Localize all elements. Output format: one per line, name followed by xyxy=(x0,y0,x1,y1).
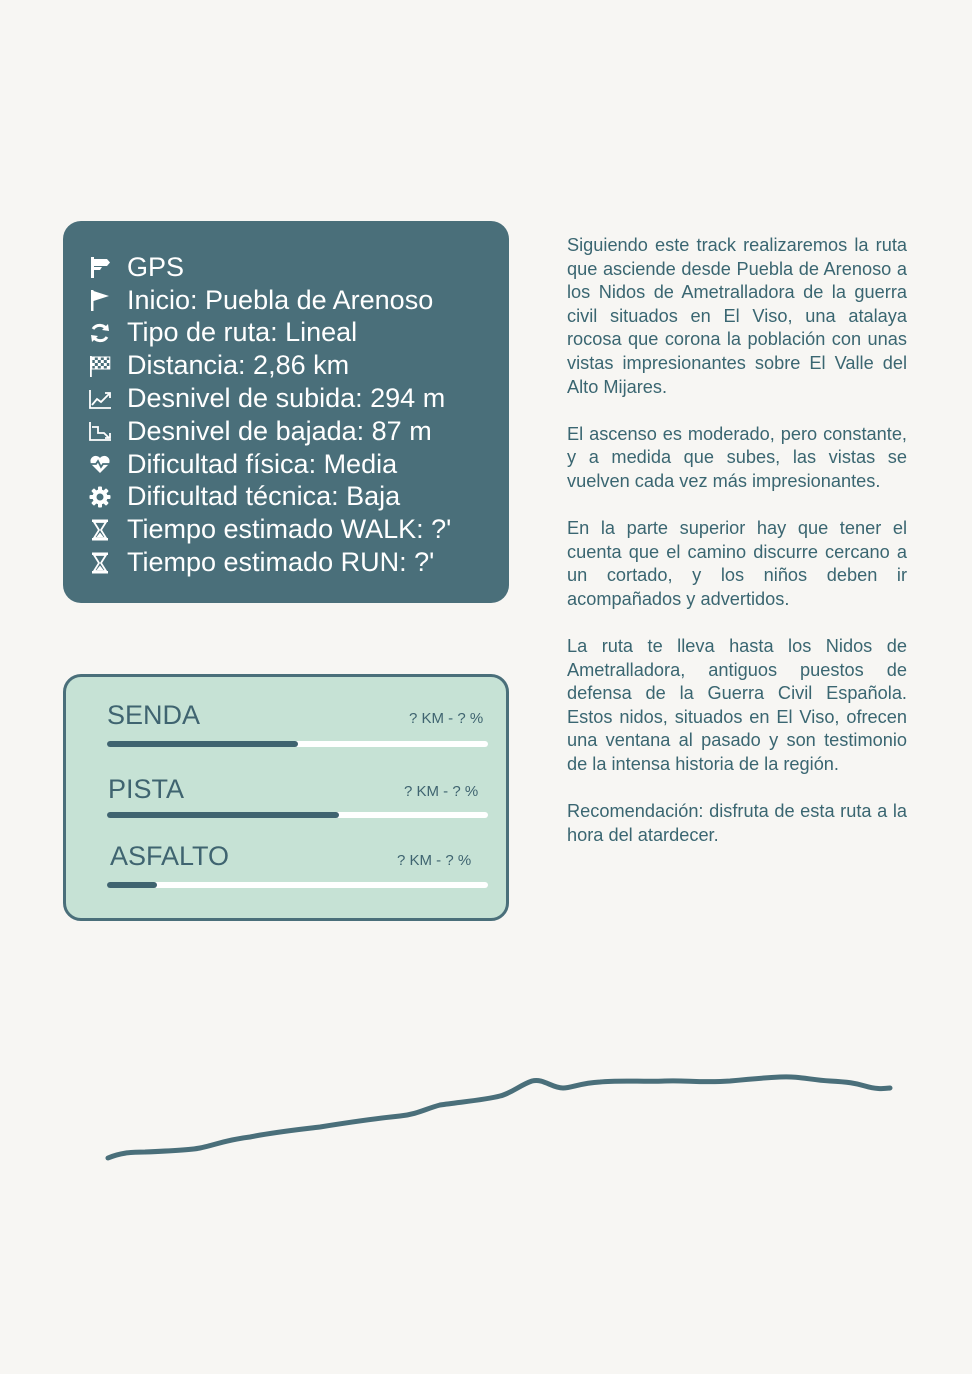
surface-bar-asfalto xyxy=(107,882,488,888)
surface-label-pista: PISTA xyxy=(108,774,185,804)
flag-icon xyxy=(87,287,113,313)
profile-path xyxy=(108,1077,890,1158)
info-text: Dificultad técnica: Baja xyxy=(127,481,401,512)
surface-meta-pista: ? KM - ? % xyxy=(404,783,479,800)
info-row-route-type xyxy=(87,317,509,350)
surface-label-asfalto: ASFALTO xyxy=(110,841,230,871)
info-row-run-time xyxy=(87,546,509,579)
signpost-icon xyxy=(87,254,113,280)
descent-chart-icon xyxy=(87,418,113,444)
gear-icon xyxy=(87,484,113,510)
info-row-technical xyxy=(87,481,509,514)
description-paragraph: La ruta te lleva hasta los Nidos de Ametralladora, antiguos puestos de defensa de la Guerra Civil Española. Estos nidos, situados en El Viso, ofrecen una ventana al pasado y son testimonio de la intensa historia de la región. xyxy=(567,636,907,775)
info-row-walk-time xyxy=(87,513,509,546)
info-row-descent xyxy=(87,415,509,448)
surface-bar-fill xyxy=(107,812,339,818)
info-text: Distancia: 2,86 km xyxy=(127,350,350,381)
info-row-physical xyxy=(87,448,509,481)
info-row-distance xyxy=(87,349,509,382)
description-paragraph: Siguiendo este track realizaremos la ruta que asciende desde Puebla de Arenoso a los Nidos de Ametralladora de la guerra civil situados en El Viso, una atalaya rocosa que corona la población con unas vistas impresionantes sobre El Valle del Alto Mijares. xyxy=(567,235,907,397)
info-text: Dificultad física: Media xyxy=(127,448,398,479)
info-text: Desnivel de subida: 294 m xyxy=(127,383,446,414)
surface-label-senda: SENDA xyxy=(107,700,201,730)
description-paragraph: En la parte superior hay que tener el cuenta que el camino discurre cercano a un cortado, y los niños deben ir acompañados y advertidos. xyxy=(567,518,907,609)
elevation-profile-line xyxy=(100,1060,900,1170)
info-text: Desnivel de bajada: 87 m xyxy=(127,415,432,446)
route-description xyxy=(567,234,907,871)
surface-meta-senda: ? KM - ? % xyxy=(409,710,484,727)
surface-meta-asfalto: ? KM - ? % xyxy=(397,852,472,869)
ascent-chart-icon xyxy=(87,386,113,412)
info-text: GPS xyxy=(127,251,185,282)
info-row-start xyxy=(87,284,509,317)
description-paragraph: Recomendación: disfruta de esta ruta a la hora del atardecer. xyxy=(567,801,907,845)
info-text: Tipo de ruta: Lineal xyxy=(127,317,358,348)
route-info-card xyxy=(63,221,509,603)
refresh-icon xyxy=(87,320,113,346)
surface-bar-pista xyxy=(107,812,488,818)
info-text: Tiempo estimado RUN: ?' xyxy=(127,547,435,578)
heart-pulse-icon xyxy=(87,451,113,477)
surface-bar-fill xyxy=(107,741,298,747)
info-text: Tiempo estimado WALK: ?' xyxy=(127,514,452,545)
description-paragraph: El ascenso es moderado, pero constante, y a medida que subes, las vistas se vuelven cada vez más impresionantes. xyxy=(567,423,907,491)
info-row-ascent xyxy=(87,382,509,415)
surface-bar-fill xyxy=(107,882,157,888)
surface-bar-senda xyxy=(107,741,488,747)
info-text: Inicio: Puebla de Arenoso xyxy=(127,284,434,315)
hourglass-icon xyxy=(87,550,113,576)
info-row-gps xyxy=(87,251,509,284)
hourglass-icon xyxy=(87,517,113,543)
surface-breakdown-card xyxy=(63,674,509,921)
checkered-flag-icon xyxy=(87,353,113,379)
